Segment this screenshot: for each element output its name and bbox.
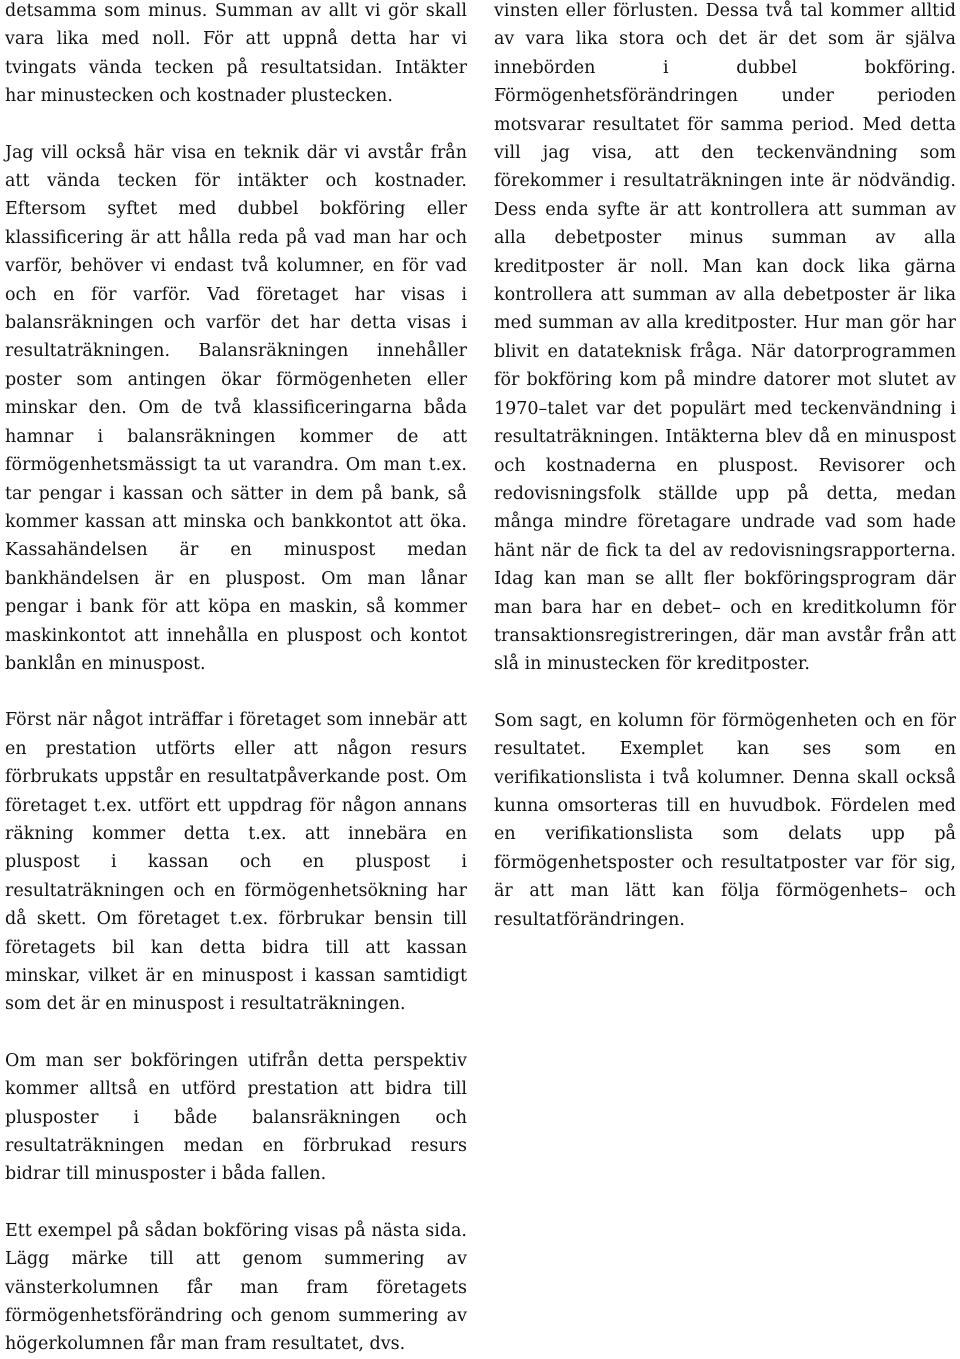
paragraph-left-5: Ett exempel på sådan bokföring visas på nästa sida. Lägg märke till att genom summering av vänsterkolumnen får man fram företagets förmögenhetsförändring och genom summering av högerkolumnen får man fram resultatet, dvs. [5,1220,467,1355]
paragraph-left-4: Om man ser bokföringen utifrån detta perspektiv kommer alltså en utförd prestation att bidra till plusposter i både balansräkningen och resultaträkningen medan en förbrukad resurs bidrar till minusposter i båda fallen. [5,1050,467,1185]
left-column [5,0,467,1359]
paragraph-left-2: Jag vill också här visa en teknik där vi avstår från att vända tecken för intäkter och kostnader. Eftersom syftet med dubbel bokföring eller klassificering är att hålla reda på vad man har och varför, behöver vi endast två kolumner, en för vad och en för varför. Vad företaget har visas i balansräkningen och varför det har detta visas i resultaträkningen. Balansräkningen innehåller poster som antingen ökar förmögenheten eller minskar den. Om de två klassificeringarna båda hamnar i balansräkningen kommer de att förmögenhetsmässigt ta ut varandra. Om man t.ex. tar pengar i kassan och sätter in dem på bank, så kommer kassan att minska och bankkontot att öka. Kassahändelsen är en minuspost medan bankhändelsen är en pluspost. Om man lånar pengar i bank för att köpa en maskin, så kommer maskinkontot att innehålla en pluspost och kontot banklån en minuspost. [5,142,467,674]
paragraph-left-1: detsamma som minus. Summan av allt vi gör skall vara lika med noll. För att uppnå detta har vi tvingats vända tecken på resultatsidan. Intäkter har minustecken och kostnader plustecken. [5,1,467,107]
right-column [494,0,956,934]
paragraph-right-2: Som sagt, en kolumn för förmögenheten och en för resultatet. Exemplet kan ses som en verifikationslista i två kolumner. Denna skall också kunna omsorteras till en huvudbok. Fördelen med en verifikationslista som delats upp på förmögenhetsposter och resultatposter var för sig, är att man lätt kan följa förmögenhets– och resultatförändringen. [494,710,956,930]
paragraph-right-1: vinsten eller förlusten. Dessa två tal kommer alltid av vara lika stora och det är det som är själva innebörden i dubbel bokföring. Förmögenhetsförändringen under perioden motsvarar resultatet för samma period. Med detta vill jag visa, att den teckenvändning som förekommer i resultaträkningen inte är nödvändig. Dess enda syfte är att kontrollera att summan av alla debetposter minus summan av alla kreditposter är noll. Man kan dock lika gärna kontrollera att summan av alla debetposter är lika med summan av alla kreditposter. Hur man gör har blivit en datateknisk fråga. När datorprogrammen för bokföring kom på mindre datorer mot slutet av 1970–talet var det populärt med teckenvändning i resultaträkningen. Intäkterna blev då en minuspost och kostnaderna en pluspost. Revisorer och redovisningsfolk ställde upp på detta, medan många mindre företagare undrade vad som hade hänt när de fick ta del av redovisningsrapporterna. Idag kan man se allt fler bokföringsprogram där man bara har en debet– och en kreditkolumn för transaktionsregistreringen, där man avstår från att slå in minustecken för kreditposter. [494,1,956,675]
paragraph-left-3: Först när något inträffar i företaget som innebär att en prestation utförts eller att någon resurs förbrukats uppstår en resultatpåverkande post. Om företaget t.ex. utfört ett uppdrag för någon annans räkning kommer detta t.ex. att innebära en pluspost i kassan och en pluspost i resultaträkningen och en förmögenhetsökning har då skett. Om företaget t.ex. förbrukar bensin till företagets bil kan detta bidra till att kassan minskar, vilket är en minuspost i kassan samtidigt som det är en minuspost i resultaträkningen. [5,710,467,1015]
